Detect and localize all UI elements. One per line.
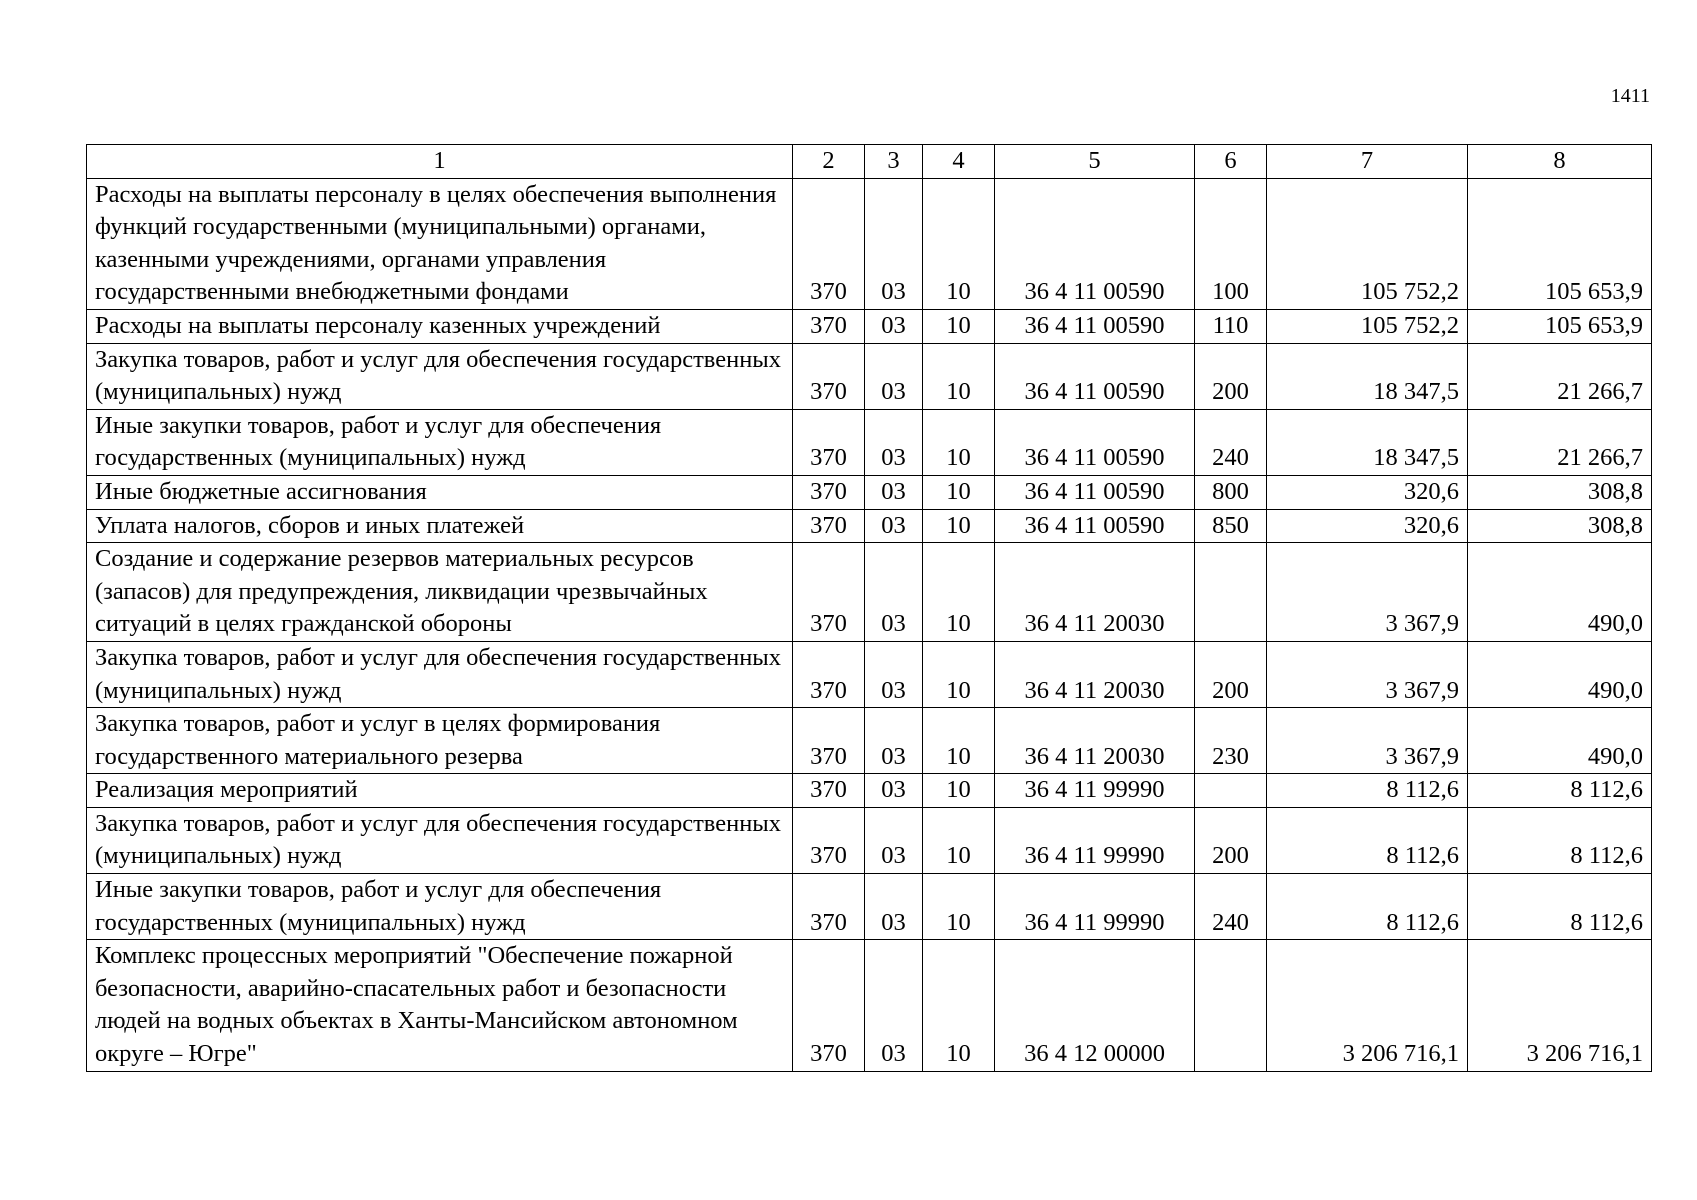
amount-col8-cell: 490,0: [1468, 708, 1652, 774]
amount-col8-cell: 21 266,7: [1468, 343, 1652, 409]
table-row: [87, 178, 1652, 309]
amount-col8-cell: 308,8: [1468, 475, 1652, 509]
amount-col7-cell: 320,6: [1267, 509, 1468, 543]
expense-name-cell: Расходы на выплаты персоналу в целях обеспечения выполнения функций государственными (муниципальными) органами, казенными учреждениями, органами управления государственными внебюджетными фондами: [87, 178, 793, 309]
subsection-code-cell: 10: [923, 708, 995, 774]
amount-col7-cell: 320,6: [1267, 475, 1468, 509]
amount-col7-cell: 105 752,2: [1267, 309, 1468, 343]
column-header: 4: [923, 145, 995, 179]
expense-type-cell: 200: [1195, 343, 1267, 409]
expense-type-cell: 110: [1195, 309, 1267, 343]
ministry-code-cell: 370: [793, 940, 865, 1071]
expense-name-cell: Иные бюджетные ассигнования: [87, 475, 793, 509]
expense-name-cell: Расходы на выплаты персоналу казенных учреждений: [87, 309, 793, 343]
expense-type-cell: 800: [1195, 475, 1267, 509]
expense-name-cell: Иные закупки товаров, работ и услуг для обеспечения государственных (муниципальных) нужд: [87, 874, 793, 940]
expense-name-cell: Иные закупки товаров, работ и услуг для обеспечения государственных (муниципальных) нужд: [87, 409, 793, 475]
column-header: 6: [1195, 145, 1267, 179]
expense-type-cell: 850: [1195, 509, 1267, 543]
section-code-cell: 03: [865, 543, 923, 642]
section-code-cell: 03: [865, 475, 923, 509]
subsection-code-cell: 10: [923, 409, 995, 475]
amount-col8-cell: 8 112,6: [1468, 807, 1652, 873]
amount-col8-cell: 105 653,9: [1468, 309, 1652, 343]
table-row: [87, 774, 1652, 808]
table-row: [87, 874, 1652, 940]
table-row: [87, 475, 1652, 509]
expense-type-cell: [1195, 774, 1267, 808]
amount-col7-cell: 3 367,9: [1267, 641, 1468, 707]
amount-col7-cell: 3 206 716,1: [1267, 940, 1468, 1071]
subsection-code-cell: 10: [923, 807, 995, 873]
expense-type-cell: 200: [1195, 641, 1267, 707]
amount-col8-cell: 21 266,7: [1468, 409, 1652, 475]
amount-col8-cell: 105 653,9: [1468, 178, 1652, 309]
expense-type-cell: 100: [1195, 178, 1267, 309]
expense-type-cell: 240: [1195, 874, 1267, 940]
section-code-cell: 03: [865, 409, 923, 475]
expense-name-cell: Создание и содержание резервов материальных ресурсов (запасов) для предупреждения, ликвидации чрезвычайных ситуаций в целях гражданской обороны: [87, 543, 793, 642]
table-row: [87, 708, 1652, 774]
target-article-cell: 36 4 11 00590: [995, 409, 1195, 475]
target-article-cell: 36 4 11 20030: [995, 543, 1195, 642]
section-code-cell: 03: [865, 309, 923, 343]
subsection-code-cell: 10: [923, 309, 995, 343]
target-article-cell: 36 4 11 00590: [995, 475, 1195, 509]
table-row: [87, 309, 1652, 343]
expense-type-cell: 240: [1195, 409, 1267, 475]
subsection-code-cell: 10: [923, 543, 995, 642]
section-code-cell: 03: [865, 509, 923, 543]
section-code-cell: 03: [865, 874, 923, 940]
target-article-cell: 36 4 11 99990: [995, 807, 1195, 873]
amount-col7-cell: 3 367,9: [1267, 543, 1468, 642]
section-code-cell: 03: [865, 641, 923, 707]
column-header: 8: [1468, 145, 1652, 179]
expense-name-cell: Закупка товаров, работ и услуг в целях формирования государственного материального резерва: [87, 708, 793, 774]
table-row: [87, 543, 1652, 642]
expense-name-cell: Закупка товаров, работ и услуг для обеспечения государственных (муниципальных) нужд: [87, 343, 793, 409]
section-code-cell: 03: [865, 708, 923, 774]
target-article-cell: 36 4 12 00000: [995, 940, 1195, 1071]
budget-table: [86, 144, 1652, 1072]
expense-name-cell: Закупка товаров, работ и услуг для обеспечения государственных (муниципальных) нужд: [87, 641, 793, 707]
ministry-code-cell: 370: [793, 343, 865, 409]
header-row: [87, 145, 1652, 179]
target-article-cell: 36 4 11 00590: [995, 343, 1195, 409]
section-code-cell: 03: [865, 178, 923, 309]
ministry-code-cell: 370: [793, 475, 865, 509]
amount-col7-cell: 8 112,6: [1267, 874, 1468, 940]
target-article-cell: 36 4 11 99990: [995, 774, 1195, 808]
subsection-code-cell: 10: [923, 774, 995, 808]
column-header: 5: [995, 145, 1195, 179]
page-number: 1411: [1610, 85, 1650, 107]
target-article-cell: 36 4 11 20030: [995, 708, 1195, 774]
column-header: 7: [1267, 145, 1468, 179]
table-row: [87, 343, 1652, 409]
target-article-cell: 36 4 11 00590: [995, 309, 1195, 343]
amount-col8-cell: 3 206 716,1: [1468, 940, 1652, 1071]
table-row: [87, 641, 1652, 707]
expense-name-cell: Комплекс процессных мероприятий "Обеспечение пожарной безопасности, аварийно-спасательных работ и безопасности людей на водных объектах в Ханты-Мансийском автономном округе – Югре": [87, 940, 793, 1071]
column-header: 2: [793, 145, 865, 179]
ministry-code-cell: 370: [793, 708, 865, 774]
expense-type-cell: [1195, 940, 1267, 1071]
column-header: 3: [865, 145, 923, 179]
ministry-code-cell: 370: [793, 309, 865, 343]
column-header: 1: [87, 145, 793, 179]
subsection-code-cell: 10: [923, 343, 995, 409]
amount-col7-cell: 3 367,9: [1267, 708, 1468, 774]
section-code-cell: 03: [865, 807, 923, 873]
subsection-code-cell: 10: [923, 178, 995, 309]
table-body: [87, 178, 1652, 1071]
amount-col8-cell: 490,0: [1468, 543, 1652, 642]
amount-col8-cell: 8 112,6: [1468, 874, 1652, 940]
amount-col7-cell: 18 347,5: [1267, 343, 1468, 409]
ministry-code-cell: 370: [793, 641, 865, 707]
subsection-code-cell: 10: [923, 509, 995, 543]
subsection-code-cell: 10: [923, 874, 995, 940]
amount-col7-cell: 18 347,5: [1267, 409, 1468, 475]
amount-col7-cell: 8 112,6: [1267, 807, 1468, 873]
expense-type-cell: 200: [1195, 807, 1267, 873]
ministry-code-cell: 370: [793, 409, 865, 475]
table-row: [87, 509, 1652, 543]
expense-name-cell: Закупка товаров, работ и услуг для обеспечения государственных (муниципальных) нужд: [87, 807, 793, 873]
section-code-cell: 03: [865, 343, 923, 409]
expense-type-cell: 230: [1195, 708, 1267, 774]
table-row: [87, 807, 1652, 873]
expense-name-cell: Реализация мероприятий: [87, 774, 793, 808]
expense-type-cell: [1195, 543, 1267, 642]
section-code-cell: 03: [865, 774, 923, 808]
amount-col8-cell: 308,8: [1468, 509, 1652, 543]
target-article-cell: 36 4 11 00590: [995, 509, 1195, 543]
ministry-code-cell: 370: [793, 509, 865, 543]
ministry-code-cell: 370: [793, 774, 865, 808]
table-row: [87, 409, 1652, 475]
subsection-code-cell: 10: [923, 641, 995, 707]
subsection-code-cell: 10: [923, 475, 995, 509]
amount-col7-cell: 8 112,6: [1267, 774, 1468, 808]
ministry-code-cell: 370: [793, 807, 865, 873]
section-code-cell: 03: [865, 940, 923, 1071]
ministry-code-cell: 370: [793, 543, 865, 642]
amount-col7-cell: 105 752,2: [1267, 178, 1468, 309]
ministry-code-cell: 370: [793, 874, 865, 940]
subsection-code-cell: 10: [923, 940, 995, 1071]
table-row: [87, 940, 1652, 1071]
amount-col8-cell: 8 112,6: [1468, 774, 1652, 808]
target-article-cell: 36 4 11 20030: [995, 641, 1195, 707]
target-article-cell: 36 4 11 00590: [995, 178, 1195, 309]
expense-name-cell: Уплата налогов, сборов и иных платежей: [87, 509, 793, 543]
target-article-cell: 36 4 11 99990: [995, 874, 1195, 940]
amount-col8-cell: 490,0: [1468, 641, 1652, 707]
ministry-code-cell: 370: [793, 178, 865, 309]
